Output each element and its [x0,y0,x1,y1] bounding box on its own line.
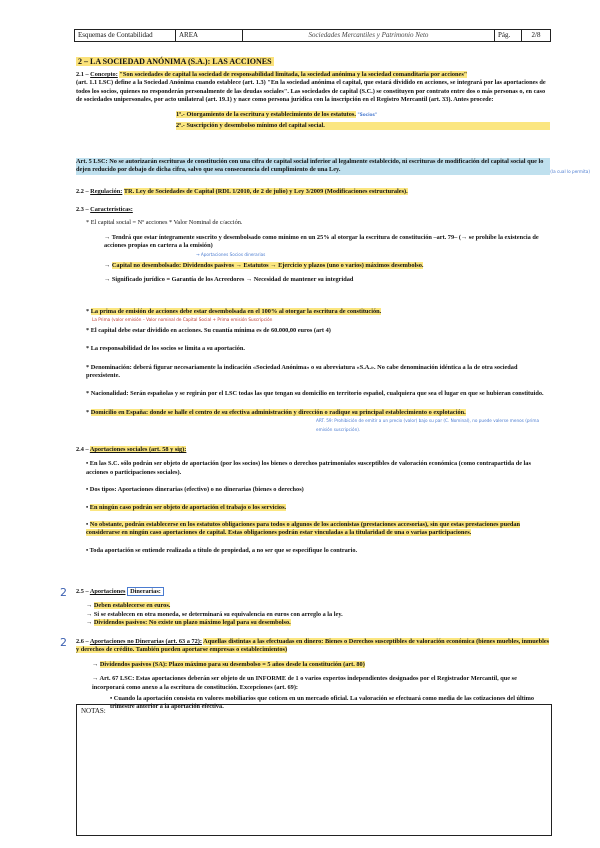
s22-number: 2.2 – [76,188,89,195]
s21-text1: "Son sociedades de capital la sociedad de responsabilidad limitada, la sociedad anónima y la sociedad comanditaria por acciones" [119,71,468,78]
s23-denominacion: * Denominación: deberá figurar necesariamente la indicación «Sociedad Anónima» o su abreviatura «S.A.». No cabe denominación idéntica a la de otra sociedad preexistente. [86,363,518,380]
s23-number: 2.3 – [76,206,89,213]
section-2-6 [76,638,550,712]
header-subject: Esquemas de Contabilidad [75,30,176,41]
section-2-2 [76,188,550,196]
s23-arrow2: → Capital no desembolsado: Dividendos pasivos → Estatutos → Ejercicio y plazos (uno o varios) máximos desembolso. [104,262,424,270]
s24-p2: • Dos tipos: Aportaciones dinerarias (efectivo) o no dinerarias (bienes o derechos) [86,486,304,494]
s25-a2: → Si se establecen en otra moneda, se determinará su equivalencia en euros con arreglo a la ley. [86,610,343,618]
s21-number: 2.1 – [76,71,89,78]
s26-bullet: • Cuando la aportación consista en valores mobiliarios que coticen en un mercado oficial. La valoración se efectuará como media de las cotizaciones del último trimestre anterior a la aportación efectiva. [110,695,535,711]
s23-responsabilidad: * La responsabilidad de los socios se limita a su aportación. [86,345,245,353]
section-2-5 [76,588,550,628]
s25-a1: → Deben establecerse en euros. [86,602,171,610]
section-2-3 [76,206,550,285]
s24-p1: • En las S.C. sólo podrán ser objeto de aportación (por los socios) los bienes o derechos patrimoniales susceptibles de valoración económica (como contrapartida de las acciones o participaciones sociales). [86,460,531,476]
s23-capital: * El capital social = Nº acciones * Valor Nominal de c/acción. [86,219,243,227]
s23-domicilio: * Domicilio en España: donde se halle el centro de su efectiva administración y dirección o radique su principal establecimiento o explotación. [86,408,466,416]
header-area: AREA [176,30,243,41]
s23-arrow1-note: → Aportaciones Socios dinerarias [196,251,266,257]
s25-heading: Aportaciones [89,588,126,595]
section-title: 2 – LA SOCIEDAD ANÓNIMA (S.A.): LAS ACCIONES [78,57,272,66]
s21-step1-note: "Socios" [357,111,378,117]
s24-p5: • Toda aportación se entiende realizada a título de propiedad, a no ser que se especifique lo contrario. [86,546,358,554]
s25-number: 2.5 – [76,588,89,595]
s21-heading: Concepto: [90,71,118,78]
s22-text: TR. Ley de Sociedades de Capital (RDL 1/2010, de 2 de julio) y Ley 3/2009 (Modificaciones estructurales). [123,188,408,195]
s21-step2: 2º.- Suscripción y desembolso mínimo del capital social. [176,122,550,130]
s24-p3: • En ningún caso podrán ser objeto de aportación el trabajo o los servicios. [86,503,287,511]
s23-prima: * La prima de emisión de acciones debe estar desembolsada en el 100% al otorgar la escritura de constitución. [86,308,382,315]
s24-number: 2.4 – [76,446,89,453]
section-2-1 [76,71,550,130]
notes-box[interactable] [76,704,552,836]
notes-label: NOTAS: [81,707,106,715]
s24-heading: Aportaciones sociales (art. 58 y sig): [89,446,187,453]
s26-a2: → Art. 67 LSC: Estas aportaciones deberán ser objeto de un INFORME de 1 o varios expertos independientes designados por el Registrador Mercantil, que se incorporará como anexo a la escritura de constitución. Excepciones (art. 69): [92,675,517,691]
s26-intro: Aquellas distintas a las efectuadas en dinero: Bienes o Derechos susceptibles de valoración económica (bienes muebles, inmuebles y derechos de crédito. También pueden aportarse empresas o establecimientos) [76,638,550,654]
page-header [74,29,551,42]
s26-circle-mark: 2 [60,636,67,649]
s23-arrow1: → Tendrá que estar íntegramente suscrito y desembolsado como mínimo en un 25% al otorgar la escritura de constitución –art. 79– (→ se prohíbe la existencia de acciones propias en cartera a la emisión) [104,233,539,250]
s23-prima-note: La Prima (valor emisión – Valor nominal de Capital Social + Prima emisión Suscripción [92,317,273,323]
s23-list [76,308,550,434]
s22-heading: Regulación: [90,188,123,195]
s23-heading: Características: [90,206,133,213]
s21-art5-note: (la cual lo permita) [550,169,590,174]
s25-a3: → Dividendos pasivos: No existe un plazo máximo legal para su desembolso. [86,619,291,627]
s21-text2: (art. 1.1 LSC) define a la Sociedad Anónima cuando establece (art. 1.3) "En la sociedad anónima el capital, que estará dividido en acciones, se integrará por las aportaciones de todos los socios, quienes no responderán personalmente de las deudas sociales". Las sociedades de capital (S.C.) se constituyen por contrato entre dos o más personas o, en caso de sociedades unipersonales, por acto unilateral (art. 19.1) y nace como persona jurídica con la inscripción en el Registro Mercantil (art. 33). Antes procede: [76,79,546,104]
s21-art5-text: Art. 5 LSC: No se autorizarán escrituras de constitución con una cifra de capital social inferior al legalmente establecido, ni escrituras de modificación del capital social que lo dejen reducido por debajo de dicha cifra, salvo que sea consecuencia del cumplimiento de una Ley. [76,158,550,175]
s23-art59-note: ART. 59: Prohibición de emitir a un precio (valor) bajo su par (C. Nominal), no puede valerse menos (prima emisión suscripción). [316,418,540,432]
header-page-label: Pág. [495,30,522,41]
s23-arrow3: → Significado jurídico = Garantía de los Acreedores → Necesidad de mantener su integridad [104,276,354,284]
s26-heading: Aportaciones no Dinerarias (art. 63 a 72): [89,638,202,645]
header-page-number: 2/8 [531,31,541,39]
s25-heading-boxed: Dinerarias: [127,587,164,596]
s21-step1: 1º.- Otorgamiento de la escritura y establecimiento de los estatutos. [176,110,356,118]
s24-p4: • No obstante, podrán establecerse en los estatutos obligaciones para todos o algunos de los accionistas (prestaciones accesorias), sin que estas prestaciones puedan considerarse en ningún caso aportaciones de capital. Estas obligaciones podrán estar vinculadas a la titularidad de una o varias participaciones. [86,521,521,537]
s25-circle-mark: 2 [60,586,67,599]
section-2-4 [76,446,550,555]
header-topic: Sociedades Mercantiles y Patrimonio Neto [243,30,495,41]
s21-art5 [76,158,590,175]
s23-division: * El capital debe estar dividido en acciones. Su cuantía mínima es de 60.000,00 euros (art 4) [86,326,331,334]
s26-number: 2.6 – [76,638,89,645]
s23-nacionalidad: * Nacionalidad: Serán españolas y se regirán por el LSC todas las que tengan su domicilio en territorio español, cualquiera que sea el lugar en que se hubieran constituido. [86,390,544,398]
s26-a1: → Dividendos pasivos (SA): Plazo máximo para su desembolso = 5 años desde la constitución (art. 80) [92,660,365,668]
